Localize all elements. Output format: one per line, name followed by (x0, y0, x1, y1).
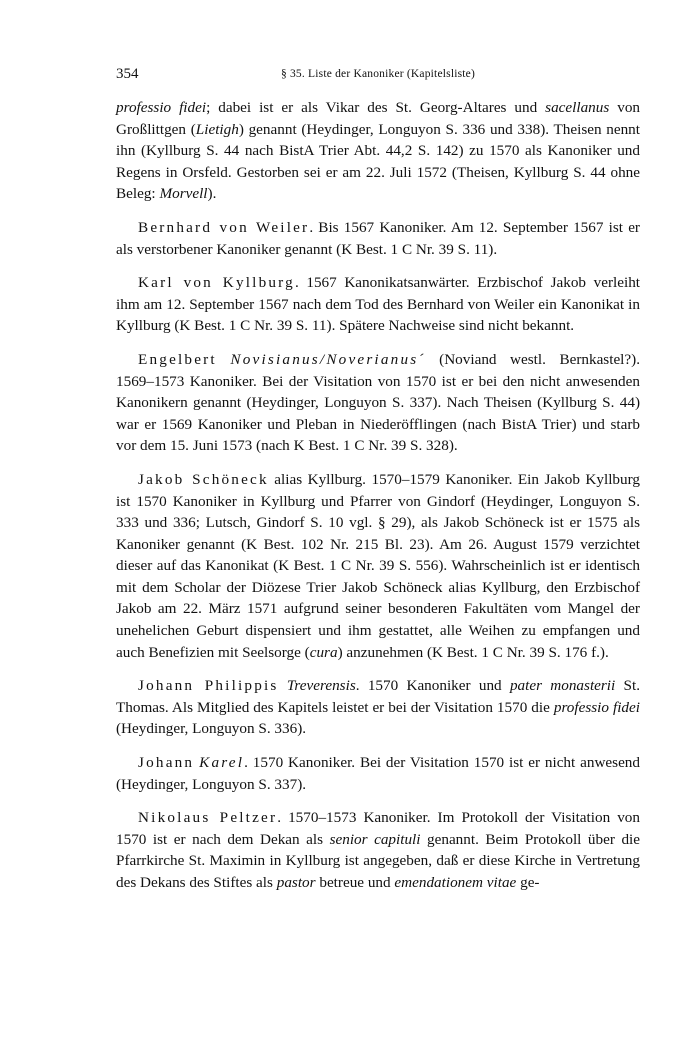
entry-engelbert (116, 349, 640, 457)
running-title: § 35. Liste der Kanoniker (Kapitelsliste) (280, 68, 476, 80)
entry-text: . 1570 Kanoniker. Bei der Visitation 1570 ist er nicht anwesend (Heydinger, Longuyon S. 337). (116, 754, 640, 793)
entry-text: St. Thomas. Als Mitglied des Kapitels leistet er bei der Visitation 1570 die (116, 677, 641, 716)
latin-term: sacellanus (545, 99, 610, 116)
canon-name: Karl von Kyllburg (138, 274, 295, 292)
entry-text: . 1570 Kanoniker und (355, 677, 510, 695)
page-number: 354 (116, 66, 139, 82)
canon-name: Johann Philippis (138, 677, 279, 695)
text-run: ) genannt (Heydinger, Longuyon S. 336 und 338). Theisen nennt ihn (Kyllburg S. 44 nach BistA Trier Abt. 44,2 S. 142) zu 1570 als Kanoniker und Regens in Orsfeld. Gestorben sei er am 22. Juli 1572 (Theisen, Kyllburg S. 44 ohne Beleg: (116, 120, 641, 203)
entry-text: (Noviand westl. Bernkastel?). 1569–1573 Kanoniker. Bei der Visitation von 1570 ist er bei den nicht anwesenden Kanonikern genannt (Heydinger, Longuyon S. 337). Nach Theisen (Kyllburg S. 44) war er 1569 Kanoniker und Pleban in Niederöfflingen (nach BistA Trier) und starb vor dem 15. Juni 1573 (nach K Best. 1 C Nr. 39 S. 328). (116, 350, 640, 455)
text-run: von Großlittgen ( (116, 99, 641, 138)
latin-term: pastor (276, 874, 316, 891)
entry-nikolaus-peltzer (116, 807, 640, 893)
entry-text: (Heydinger, Longuyon S. 336). (116, 720, 307, 738)
place-name: Lietigh (195, 120, 239, 138)
latin-term: emendationem vitae (394, 874, 517, 891)
canon-name: Nikolaus Peltzer (138, 809, 278, 827)
canon-surname: Novisianus/Noverianus´ (230, 350, 426, 368)
entry-text: . 1570–1573 Kanoniker. Im Protokoll der Visitation von 1570 ist er nach dem Dekan als (116, 809, 640, 848)
entry-bernhard-von-weiler (116, 217, 640, 260)
text-run: ). (207, 185, 217, 203)
page-body (116, 97, 640, 906)
entry-text: alias Kyllburg. 1570–1579 Kanoniker. Ein Jakob Kyllburg ist 1570 Kanoniker in Kyllburg und Pfarrer von Gindorf (Heydinger, Longuyon S. 333 und 336; Lutsch, Gindorf S. 10 vgl. § 29), als Jakob Schöneck ist er 1575 als Kanoniker genannt (K Best. 102 Nr. 215 Bl. 23). Am 26. August 1579 verzichtet dieser auf das Kanonikat (K Best. 1 C Nr. 39 S. 556). Wahrscheinlich ist er identisch mit dem Scholar der Diözese Trier Jakob Schöneck alias Kyllburg, den Erzbischof Jakob am 22. März 1571 aufgrund seiner besonderen Fakultäten vom Mangel der unehelichen Geburt dispensiert und ihm gestattet, alle Weihen zu empfangen und auch Benefizien mit Seelsorge ( (116, 470, 640, 661)
paragraph-continuation (116, 97, 640, 205)
place-name: Morvell (159, 185, 208, 203)
entry-text: ge- (516, 874, 540, 891)
canon-name: Engelbert (138, 350, 217, 368)
latin-term: senior capituli (329, 830, 421, 848)
latin-term: professio fidei (553, 698, 640, 716)
latin-term: Treverensis (286, 677, 356, 695)
entry-text: genannt. Beim Protokoll über die Pfarrkirche St. Maximin in Kyllburg ist angegeben, daß er diese Kirche in Vertretung des Dekans des Stiftes als (116, 830, 640, 891)
canon-surname: Karel (199, 754, 245, 772)
canon-name: Bernhard von Weiler (138, 218, 310, 236)
entry-jakob-schoeneck (116, 469, 640, 663)
entry-text: . 1567 Kanonikatsanwärter. Erzbischof Jakob verleiht ihm am 12. September 1567 nach dem Tod des Bernhard von Weiler ein Kanonikat in Kyllburg (K Best. 1 C Nr. 39 S. 11). Spätere Nachweise sind nicht bekannt. (116, 274, 641, 335)
canon-name: Johann (138, 754, 195, 772)
entry-johann-philippis (116, 675, 640, 740)
entry-karl-von-kyllburg (116, 272, 640, 337)
entry-text: ) anzunehmen (K Best. 1 C Nr. 39 S. 176 f.). (337, 643, 609, 661)
latin-term: pater monasterii (509, 677, 616, 695)
page-header (116, 66, 640, 86)
entry-text: betreue und (315, 874, 395, 891)
latin-term: professio fidei (116, 99, 207, 116)
entry-johann-karel (116, 752, 640, 795)
latin-term: cura (309, 643, 338, 661)
text-run: ; dabei ist er als Vikar des St. Georg-Altares und (206, 99, 546, 116)
canon-name: Jakob Schöneck (138, 470, 269, 488)
entry-text: . Bis 1567 Kanoniker. Am 12. September 1567 ist er als verstorbener Kanoniker genannt (K Best. 1 C Nr. 39 S. 11). (116, 218, 640, 258)
